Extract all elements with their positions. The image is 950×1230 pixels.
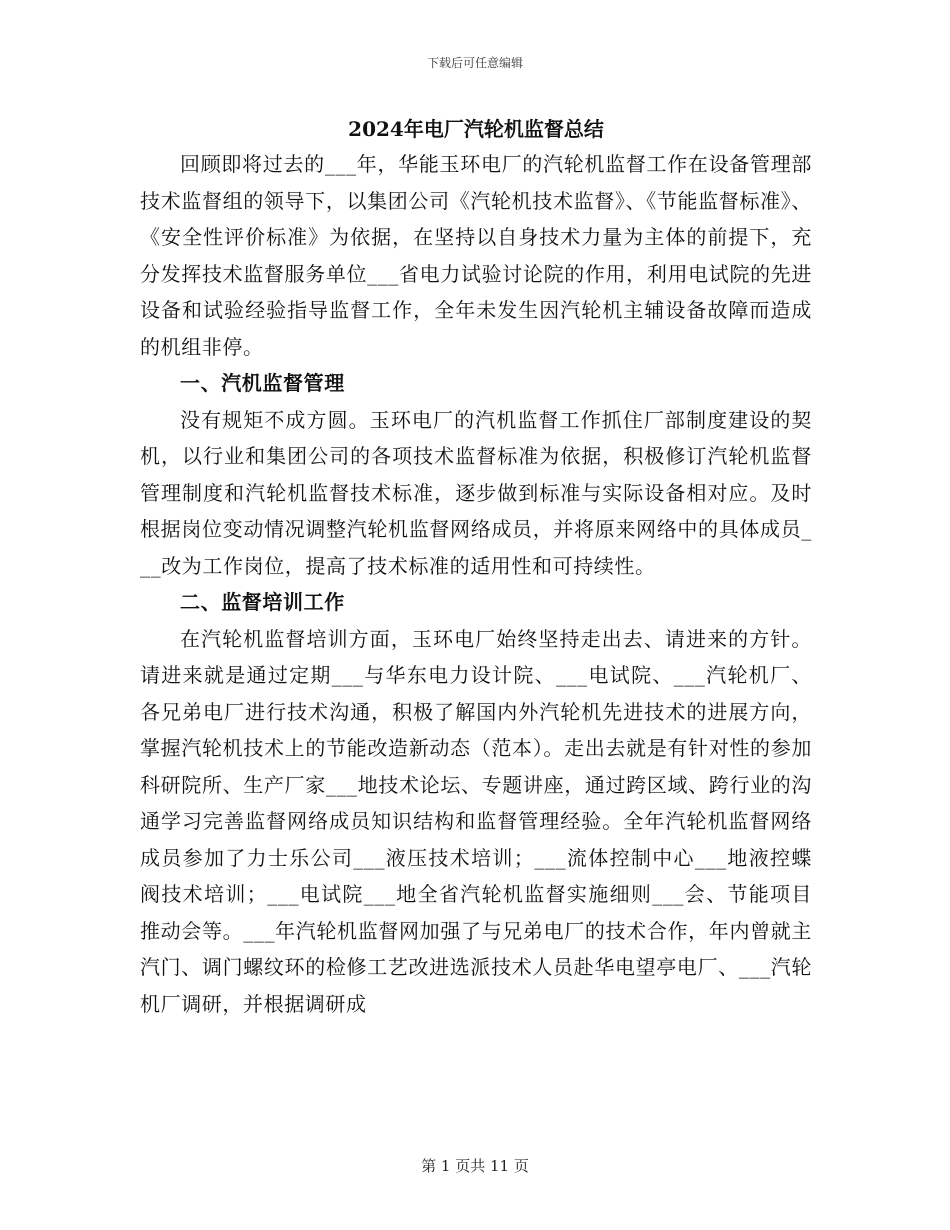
section-heading-supervision-management: 一、汽机监督管理 — [180, 371, 345, 395]
section-heading-training-work: 二、监督培训工作 — [180, 590, 345, 614]
section-body-training-work: 在汽轮机监督培训方面，玉环电厂始终坚持走出去、请进来的方针。请进来就是通过定期___与华东电力设计院、___电试院、___汽轮机厂、各兄弟电厂进行技术沟通，积极了解国内外汽轮机先进技术的进展方向，掌握汽轮机技术上的节能改造新动态（范本）。走出去就是有针对性的参加科研院所、生产厂家___地技术论坛、专题讲座，通过跨区域、跨行业的沟通学习完善监督网络成员知识结构和监督管理经验。全年汽轮机监督网络成员参加了力士乐公司___液压技术培训；___流体控制中心___地液控蝶阀技术培训；___电试院___地全省汽轮机监督实施细则___会、节能项目推动会等。___年汽轮机监督网加强了与兄弟电厂的技术合作，年内曾就主汽门、调门螺纹环的检修工艺改进选派技术人员赴华电望亭电厂、___汽轮机厂调研，并根据调研成 — [140, 626, 812, 1016]
document-title: 2024年电厂汽轮机监督总结 — [348, 117, 604, 141]
page-number: 第 1 页共 11 页 — [421, 1157, 529, 1175]
intro-paragraph: 回顾即将过去的___年，华能玉环电厂的汽轮机监督工作在设备管理部技术监督组的领导下，以集团公司《汽轮机技术监督》、《节能监督标准》、《安全性评价标准》为依据，在坚持以自身技术力量为主体的前提下，充分发挥技术监督服务单位___省电力试验讨论院的作用，利用电试院的先进设备和试验经验指导监督工作，全年未发生因汽轮机主辅设备故障而造成的机组非停。 — [140, 152, 812, 359]
document-body — [140, 112, 812, 1022]
section-body-supervision-management: 没有规矩不成方圆。玉环电厂的汽机监督工作抓住厂部制度建设的契机，以行业和集团公司的各项技术监督标准为依据，积极修订汽轮机监督管理制度和汽轮机监督技术标准，逐步做到标准与实际设备相对应。及时根据岗位变动情况调整汽轮机监督网络成员，并将原来网络中的具体成员___改为工作岗位，提高了技术标准的适用性和可持续性。 — [140, 407, 812, 578]
page-header-note: 下载后可任意编辑 — [426, 56, 523, 70]
